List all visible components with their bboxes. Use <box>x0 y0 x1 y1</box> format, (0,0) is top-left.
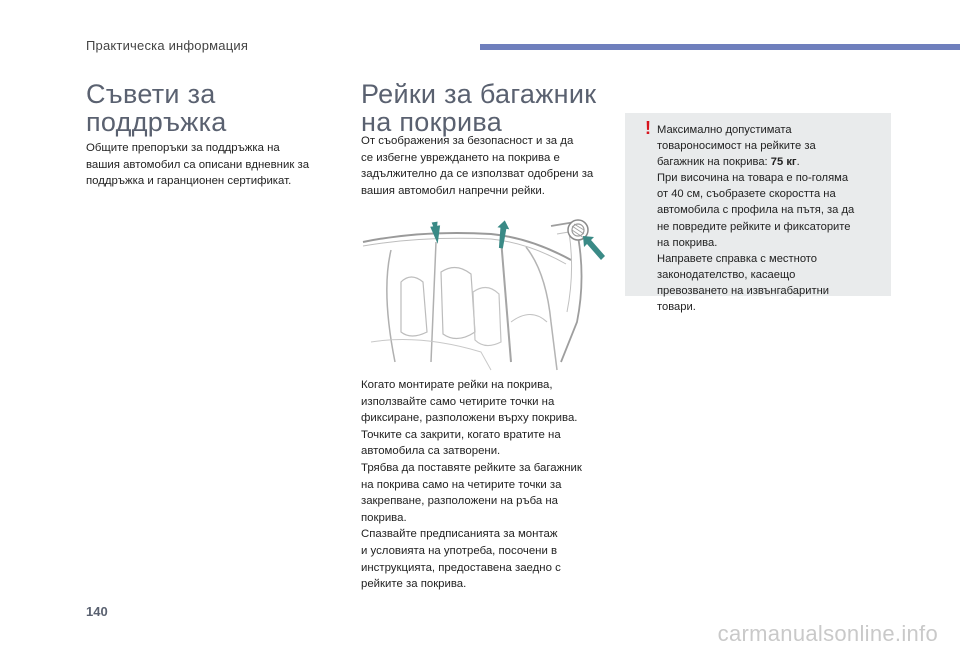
warning-line: не повредите рейките и фиксаторите <box>657 220 851 233</box>
roof-bars-heading <box>361 80 596 136</box>
text-line: автомобила са затворени. <box>361 445 501 458</box>
text-line: вашия автомобил напречни рейки. <box>361 184 545 197</box>
header-bar <box>480 44 960 50</box>
warning-line: Максимално допустимата <box>657 124 792 136</box>
maintenance-heading-line: поддръжка <box>86 107 227 137</box>
text-line: фиксиране, разположени върху покрива. <box>361 412 578 425</box>
text-line: рейките за покрива. <box>361 578 467 591</box>
warning-line: на покрива. <box>657 236 718 249</box>
warning-line-load <box>657 154 854 170</box>
text-line: Общите препоръки за поддръжка на <box>86 142 280 154</box>
text-line: задължително да се използват одобрени за <box>361 168 594 181</box>
warning-line: Направете справка с местното <box>657 252 818 265</box>
warning-line: При височина на товара е по-голяма <box>657 172 849 185</box>
warning-icon: ! <box>645 118 651 138</box>
section-title: Практическа информация <box>86 38 249 53</box>
text-line: вашия автомобил са описани вдневник за <box>86 158 310 171</box>
roof-bars-heading-line: на покрива <box>361 107 503 137</box>
roof-bars-instructions <box>361 377 582 593</box>
watermark: carmanualsonline.info <box>717 621 938 646</box>
text-line: От съображения за безопасност и за да <box>361 135 574 147</box>
text-line: покрива. <box>361 511 407 524</box>
text-line: Точките са закрити, когато вратите на <box>361 428 561 441</box>
text-line: Трябва да поставяте рейките за багажник <box>361 461 582 474</box>
warning-line: превозването на извънгабаритни <box>657 284 830 297</box>
car-roof-fixing-points-illustration <box>361 212 613 372</box>
roof-bars-intro <box>361 133 593 199</box>
warning-line: товароносимост на рейките за <box>657 140 816 153</box>
text-line: се избегне увреждането на покрива е <box>361 151 560 164</box>
page-number: 140 <box>86 604 108 619</box>
roof-bars-heading-line: Рейки за багажник <box>361 79 597 109</box>
warning-line: автомобила с профила на пътя, за да <box>657 204 855 217</box>
warning-line: товари. <box>657 301 696 314</box>
warning-load-prefix: багажник на покрива: <box>657 156 771 169</box>
warning-line: от 40 см, съобразете скоростта на <box>657 188 836 201</box>
text-line: и условията на употреба, посочени в <box>361 544 558 557</box>
warning-text <box>657 122 854 315</box>
text-line: закрепване, разположени на ръба на <box>361 495 558 508</box>
maintenance-heading-line: Съвети за <box>86 79 216 109</box>
text-line: използвайте само четирите точки на <box>361 395 555 408</box>
max-load-value: 75 кг <box>770 156 797 169</box>
maintenance-text <box>86 140 309 190</box>
text-line: поддръжка и гаранционен сертификат. <box>86 175 292 188</box>
text-line: инструкцията, предоставена заедно с <box>361 561 561 574</box>
warning-load-suffix: . <box>796 156 800 169</box>
text-line: на покрива само на четирите точки за <box>361 478 562 491</box>
maintenance-heading <box>86 80 227 136</box>
warning-line: законодателство, касаещо <box>657 268 796 281</box>
text-line: Спазвайте предписанията за монтаж <box>361 528 558 541</box>
text-line: Когато монтирате рейки на покрива, <box>361 379 553 391</box>
